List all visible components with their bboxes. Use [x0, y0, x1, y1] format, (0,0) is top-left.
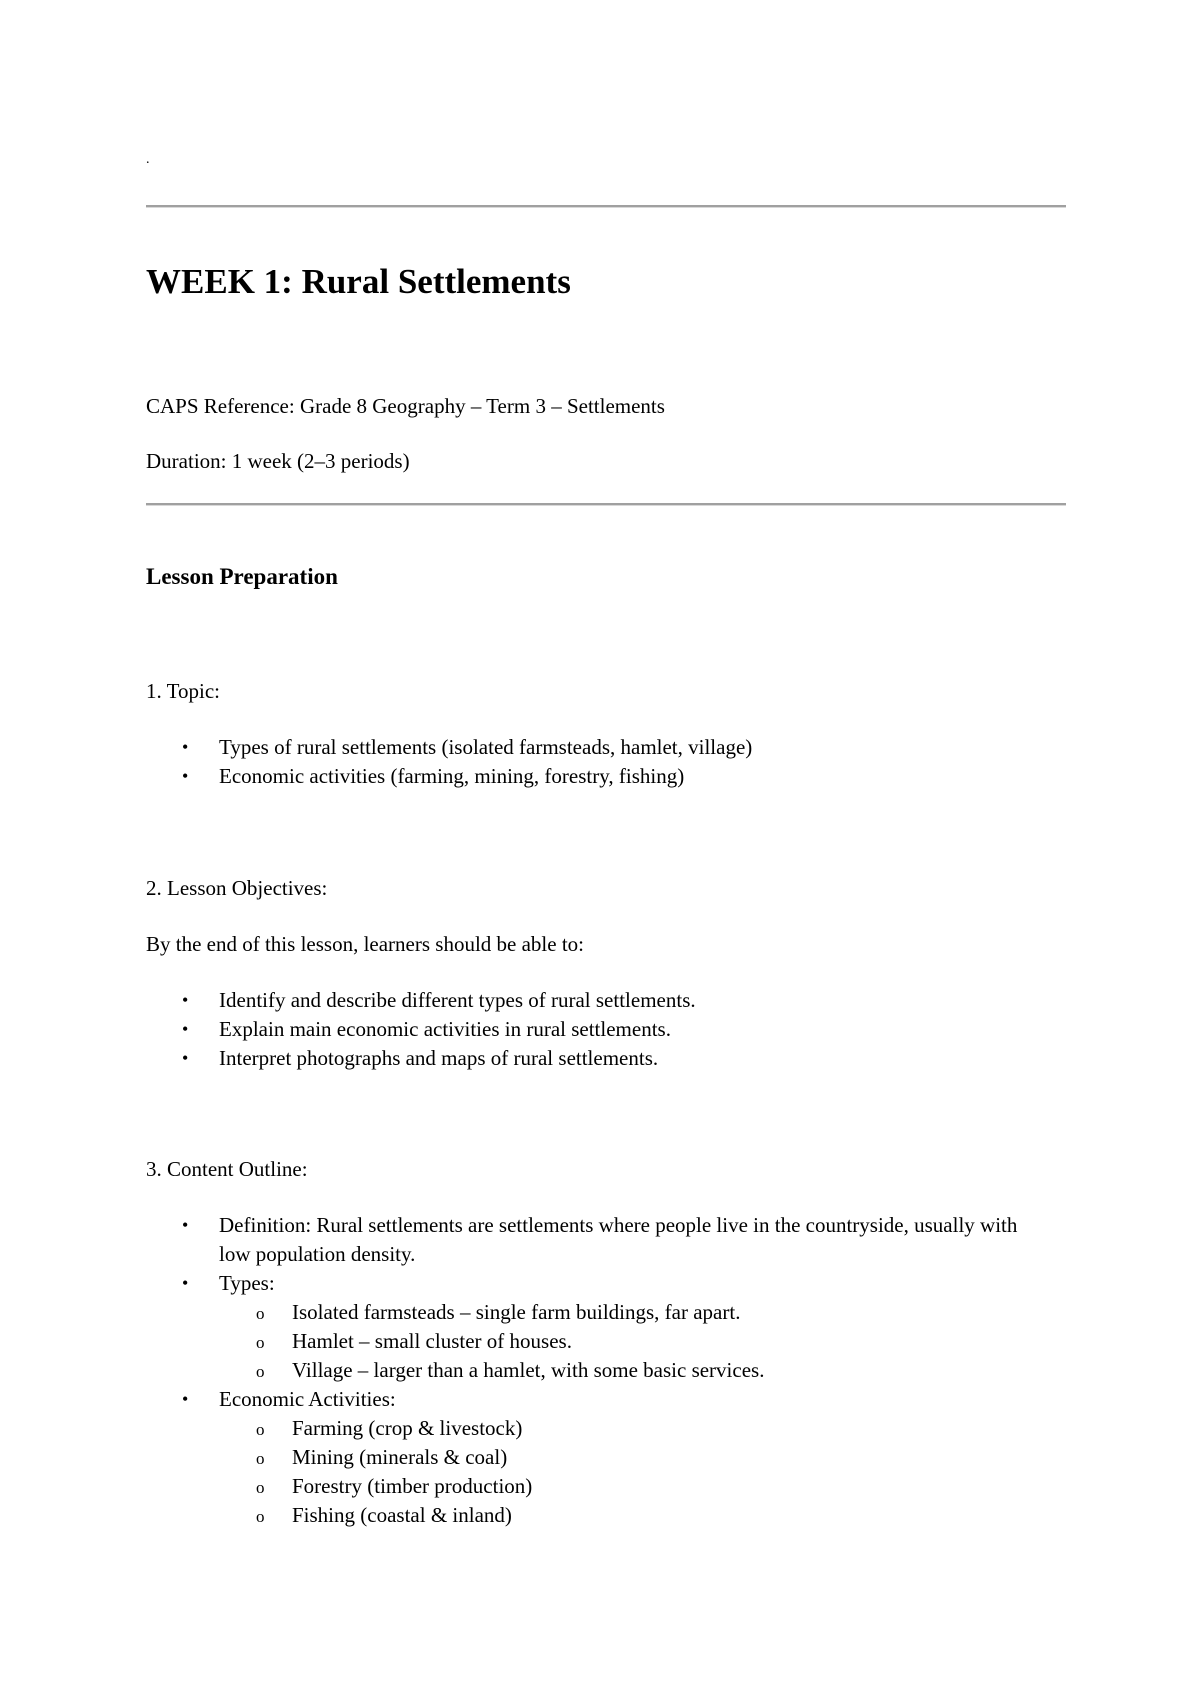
list-item	[146, 1211, 1046, 1269]
sublist-item-text: Fishing (coastal & inland)	[292, 1503, 512, 1527]
sublist-item	[219, 1414, 1046, 1443]
bullet-icon: •	[182, 766, 189, 786]
circle-bullet-icon: o	[256, 1304, 265, 1323]
list-item-text: Explain main economic activities in rural settlements.	[219, 1017, 671, 1041]
bullet-icon: •	[182, 737, 189, 757]
sublist-item	[219, 1472, 1046, 1501]
sublist-item-text: Hamlet – small cluster of houses.	[292, 1329, 572, 1353]
sublist-item	[219, 1443, 1046, 1472]
section-heading-lesson-preparation: Lesson Preparation	[146, 564, 338, 589]
horizontal-rule-top	[146, 205, 1066, 208]
list-item-text: Identify and describe different types of rural settlements.	[219, 988, 696, 1012]
bullet-icon: •	[182, 990, 189, 1010]
circle-bullet-icon: o	[256, 1507, 265, 1526]
sublist-item-text: Forestry (timber production)	[292, 1474, 533, 1498]
circle-bullet-icon: o	[256, 1478, 265, 1497]
circle-bullet-icon: o	[256, 1362, 265, 1381]
list-item	[146, 762, 1046, 791]
sublist-item	[219, 1298, 1046, 1327]
list-item	[146, 986, 1046, 1015]
objectives-list	[146, 986, 1046, 1073]
sublist-item	[219, 1501, 1046, 1530]
economic-activities-label: Economic Activities:	[219, 1387, 396, 1411]
bullet-icon: •	[182, 1019, 189, 1039]
bullet-icon: •	[182, 1273, 189, 1293]
economic-activities-sublist	[219, 1414, 1046, 1530]
bullet-icon: •	[182, 1048, 189, 1068]
bullet-icon: •	[182, 1389, 189, 1409]
horizontal-rule-bottom	[146, 503, 1066, 506]
topic-label: 1. Topic:	[146, 679, 220, 703]
objectives-intro: By the end of this lesson, learners should be able to:	[146, 932, 584, 956]
header-mark: .	[146, 152, 150, 167]
definition-text: Definition: Rural settlements are settlements where people live in the countryside, usually with low population density.	[219, 1213, 1018, 1266]
circle-bullet-icon: o	[256, 1420, 265, 1439]
sublist-item-text: Farming (crop & livestock)	[292, 1416, 523, 1440]
page-title: WEEK 1: Rural Settlements	[146, 262, 571, 301]
sublist-item	[219, 1327, 1046, 1356]
content-outline-list	[146, 1211, 1046, 1530]
list-item-text: Types of rural settlements (isolated farmsteads, hamlet, village)	[219, 735, 753, 759]
circle-bullet-icon: o	[256, 1333, 265, 1352]
topic-list	[146, 733, 1046, 791]
list-item	[146, 1269, 1046, 1385]
sublist-item-text: Isolated farmsteads – single farm buildings, far apart.	[292, 1300, 741, 1324]
list-item-text: Interpret photographs and maps of rural settlements.	[219, 1046, 659, 1070]
list-item	[146, 1015, 1046, 1044]
types-sublist	[219, 1298, 1046, 1385]
objectives-label: 2. Lesson Objectives:	[146, 876, 328, 900]
list-item	[146, 733, 1046, 762]
caps-reference: CAPS Reference: Grade 8 Geography – Term 3 – Settlements	[146, 394, 665, 418]
sublist-item-text: Village – larger than a hamlet, with some basic services.	[292, 1358, 765, 1382]
list-item	[146, 1385, 1046, 1530]
sublist-item-text: Mining (minerals & coal)	[292, 1445, 508, 1469]
circle-bullet-icon: o	[256, 1449, 265, 1468]
types-label: Types:	[219, 1271, 275, 1295]
content-outline-label: 3. Content Outline:	[146, 1157, 308, 1181]
list-item	[146, 1044, 1046, 1073]
duration: Duration: 1 week (2–3 periods)	[146, 449, 410, 473]
bullet-icon: •	[182, 1215, 189, 1235]
list-item-text: Economic activities (farming, mining, forestry, fishing)	[219, 764, 685, 788]
sublist-item	[219, 1356, 1046, 1385]
